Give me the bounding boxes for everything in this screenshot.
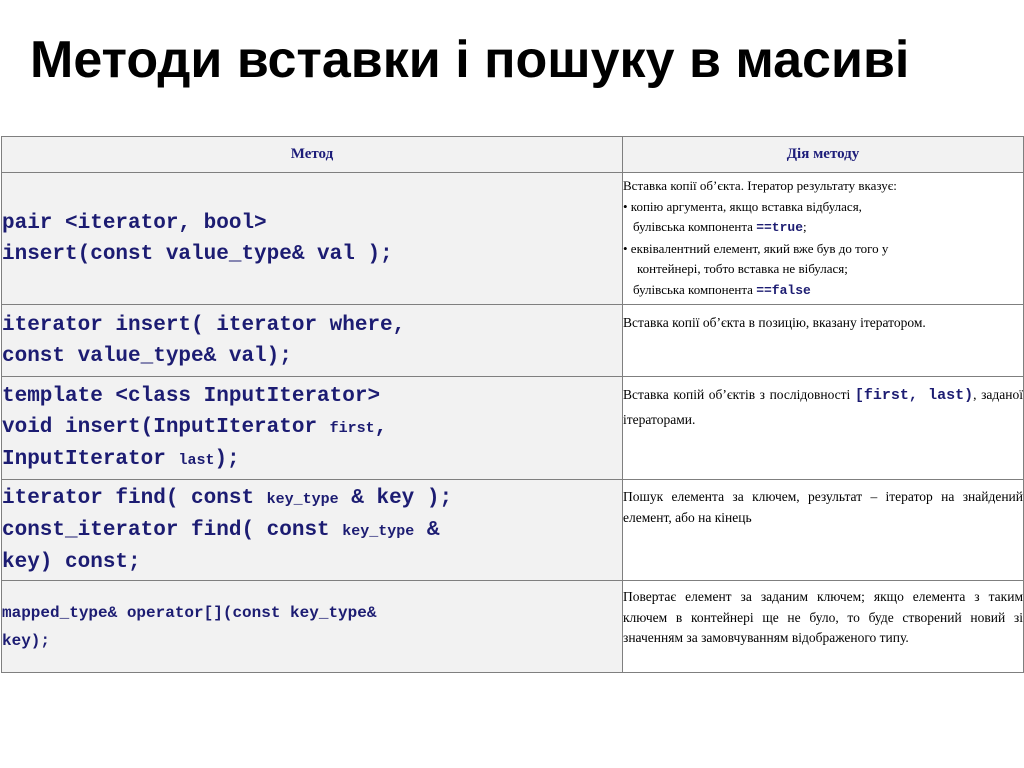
desc-line (623, 280, 1023, 302)
method-description: Пошук елемента за ключем, результат – ітератор на знайдений елемент, або на кінець (623, 480, 1024, 581)
method-signature (2, 173, 623, 305)
code-line: insert(const value_type& val ); (2, 242, 393, 266)
table-row (2, 581, 1024, 673)
methods-table (1, 136, 1024, 673)
desc-text: , заданої ітераторами. (623, 387, 1023, 427)
code-line (2, 515, 622, 547)
desc-code: ==true (756, 220, 803, 235)
desc-line: • копію аргумента, якщо вставка відбулася, (623, 198, 862, 214)
code-param: key_type (266, 490, 339, 508)
code-line (2, 483, 622, 515)
method-signature (2, 377, 623, 480)
code-text: InputIterator (2, 447, 179, 471)
slide-title: Методи вставки і пошуку в масиві (30, 31, 910, 89)
table-row (2, 173, 1024, 305)
desc-code: ==false (756, 282, 811, 298)
code-text: & (414, 518, 440, 542)
code-line: pair <iterator, bool> (2, 211, 267, 235)
code-line (2, 444, 622, 476)
code-text: const_iterator find( const (2, 518, 343, 542)
method-description: Повертає елемент за заданим ключем; якщо елемента з таким ключем в контейнері ще не було, то буде створений новий зі значенням за замовчуванням відображеного типу. (623, 581, 1024, 673)
code-param: key_type (342, 522, 415, 540)
desc-text: Вставка копій об’єктів з послідовності (623, 387, 855, 402)
table-header-row (2, 137, 1024, 173)
desc-line (623, 217, 1023, 239)
method-signature (2, 581, 623, 673)
code-text: void insert(InputIterator (2, 415, 330, 439)
code-line: key) const; (2, 550, 141, 574)
method-description (623, 173, 1024, 305)
method-description: Вставка копії об’єкта в позицію, вказану ітератором. (623, 305, 1024, 377)
method-signature (2, 480, 623, 581)
code-param: first (329, 419, 375, 437)
desc-code: [first, last) (854, 387, 974, 404)
desc-line: • еквівалентний елемент, який вже був до того у (623, 240, 889, 256)
table-row (2, 305, 1024, 377)
table-row (2, 480, 1024, 581)
desc-text: булівська компонента (633, 281, 757, 297)
code-line: mapped_type& operator[](const key_type& (2, 603, 377, 622)
desc-line: контейнері, тобто вставка не вібулася; (637, 261, 848, 276)
code-line (2, 412, 622, 444)
code-text: ); (214, 447, 240, 471)
desc-text: ; (803, 219, 807, 234)
code-line: const value_type& val); (2, 344, 292, 368)
code-line: iterator insert( iterator where, (2, 313, 406, 337)
desc-line: Вставка копії об’єкта. Ітератор результату вказує: (623, 178, 897, 193)
code-line: key); (2, 631, 51, 650)
header-action: Дія методу (623, 137, 1024, 173)
code-param: last (178, 451, 215, 469)
method-description (623, 377, 1024, 480)
code-text: iterator find( const (2, 486, 267, 510)
method-signature (2, 305, 623, 377)
code-text: & key ); (338, 486, 453, 510)
code-text: , (374, 415, 388, 439)
table-row (2, 377, 1024, 480)
code-line: template <class InputIterator> (2, 384, 381, 408)
desc-text: булівська компонента (633, 219, 757, 234)
header-method: Метод (2, 137, 623, 173)
